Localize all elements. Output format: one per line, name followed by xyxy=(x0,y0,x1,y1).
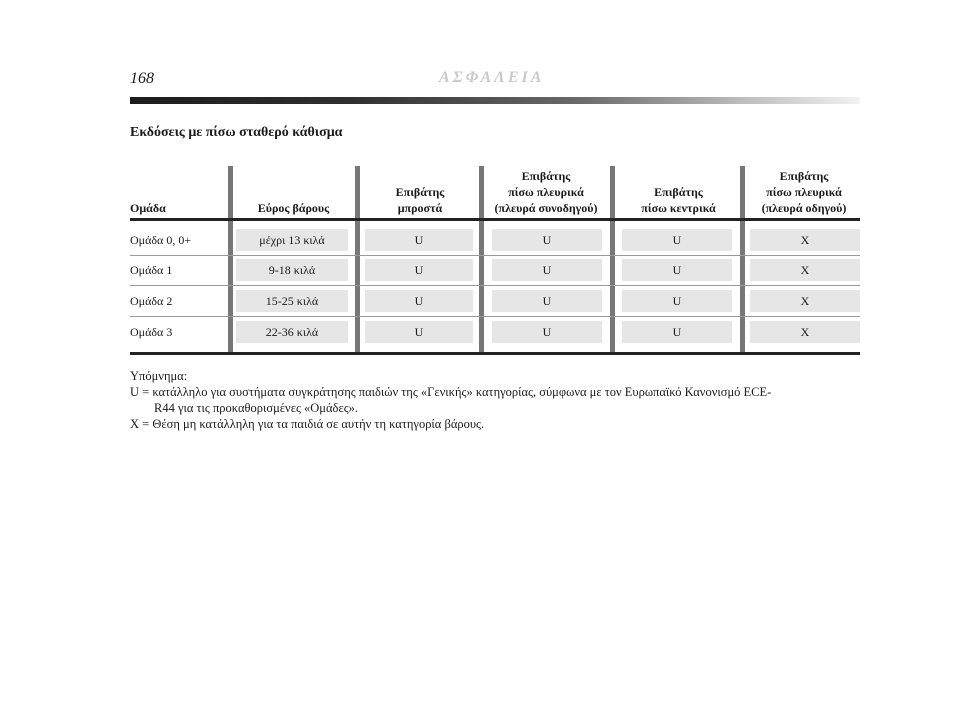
column-divider xyxy=(228,166,233,353)
table-bottom-rule xyxy=(130,352,860,355)
table-top-rule xyxy=(130,218,860,221)
legend-key-x: X = xyxy=(130,417,150,431)
rear-side-driver-cell: X xyxy=(750,321,860,343)
legend-key-u: U = xyxy=(130,385,150,399)
group-cell: Ομάδα 2 xyxy=(130,294,173,308)
header-front-passenger: Επιβάτης μπροστά xyxy=(395,185,445,215)
rear-center-cell: U xyxy=(622,259,732,281)
header-bar xyxy=(130,97,860,104)
row-separator xyxy=(130,316,860,317)
group-cell: Ομάδα 3 xyxy=(130,325,173,339)
legend-text-x: Θέση μη κατάλληλη για τα παιδιά σε αυτήν τη κατηγορία βάρους. xyxy=(152,417,485,431)
legend-item-x xyxy=(130,416,862,432)
legend-item-u xyxy=(130,384,862,400)
weight-cell: 15-25 κιλά xyxy=(236,290,348,312)
rear-center-cell: U xyxy=(622,290,732,312)
group-cell: Ομάδα 0, 0+ xyxy=(130,233,192,247)
header-rear-side-passenger: Επιβάτης πίσω πλευρικά (πλευρά συνοδηγού) xyxy=(494,169,598,215)
front-cell: U xyxy=(365,259,473,281)
column-divider xyxy=(355,166,360,353)
header-rear-center: Επιβάτης πίσω κεντρικά xyxy=(641,185,716,215)
header-weight-range: Εύρος βάρους xyxy=(257,201,330,215)
rear-side-passenger-cell: U xyxy=(492,229,602,251)
section-title: ΑΣΦΑΛΕΙΑ xyxy=(439,69,545,86)
seat-suitability-table xyxy=(130,166,860,356)
rear-side-driver-cell: X xyxy=(750,290,860,312)
group-cell: Ομάδα 1 xyxy=(130,263,173,277)
legend-text-u: κατάλληλο για συστήματα συγκράτησης παιδιών της «Γενικής» κατηγορίας, σύμφωνα με τον Ευρωπαϊκό Κανονισμό ECE- xyxy=(152,385,772,399)
column-divider xyxy=(610,166,615,353)
front-cell: U xyxy=(365,290,473,312)
legend xyxy=(130,368,862,432)
doc-heading: Εκδόσεις με πίσω σταθερό κάθισμα xyxy=(130,125,343,140)
front-cell: U xyxy=(365,321,473,343)
weight-cell: 22-36 κιλά xyxy=(236,321,348,343)
rear-center-cell: U xyxy=(622,321,732,343)
weight-cell: 9-18 κιλά xyxy=(236,259,348,281)
row-separator xyxy=(130,255,860,256)
row-separator xyxy=(130,285,860,286)
page-number: 168 xyxy=(130,70,154,87)
rear-side-passenger-cell: U xyxy=(492,290,602,312)
rear-side-driver-cell: X xyxy=(750,229,860,251)
rear-side-driver-cell: X xyxy=(750,259,860,281)
column-divider xyxy=(740,166,745,353)
legend-title: Υπόμνημα: xyxy=(130,369,188,383)
legend-text-u-continued: R44 για τις προκαθορισμένες «Ομάδες». xyxy=(154,401,359,415)
header-group: Ομάδα xyxy=(130,201,166,215)
weight-cell: μέχρι 13 κιλά xyxy=(236,229,348,251)
rear-center-cell: U xyxy=(622,229,732,251)
rear-side-passenger-cell: U xyxy=(492,321,602,343)
header-rear-side-driver: Επιβάτης πίσω πλευρικά (πλευρά οδηγού) xyxy=(761,169,847,215)
front-cell: U xyxy=(365,229,473,251)
rear-side-passenger-cell: U xyxy=(492,259,602,281)
